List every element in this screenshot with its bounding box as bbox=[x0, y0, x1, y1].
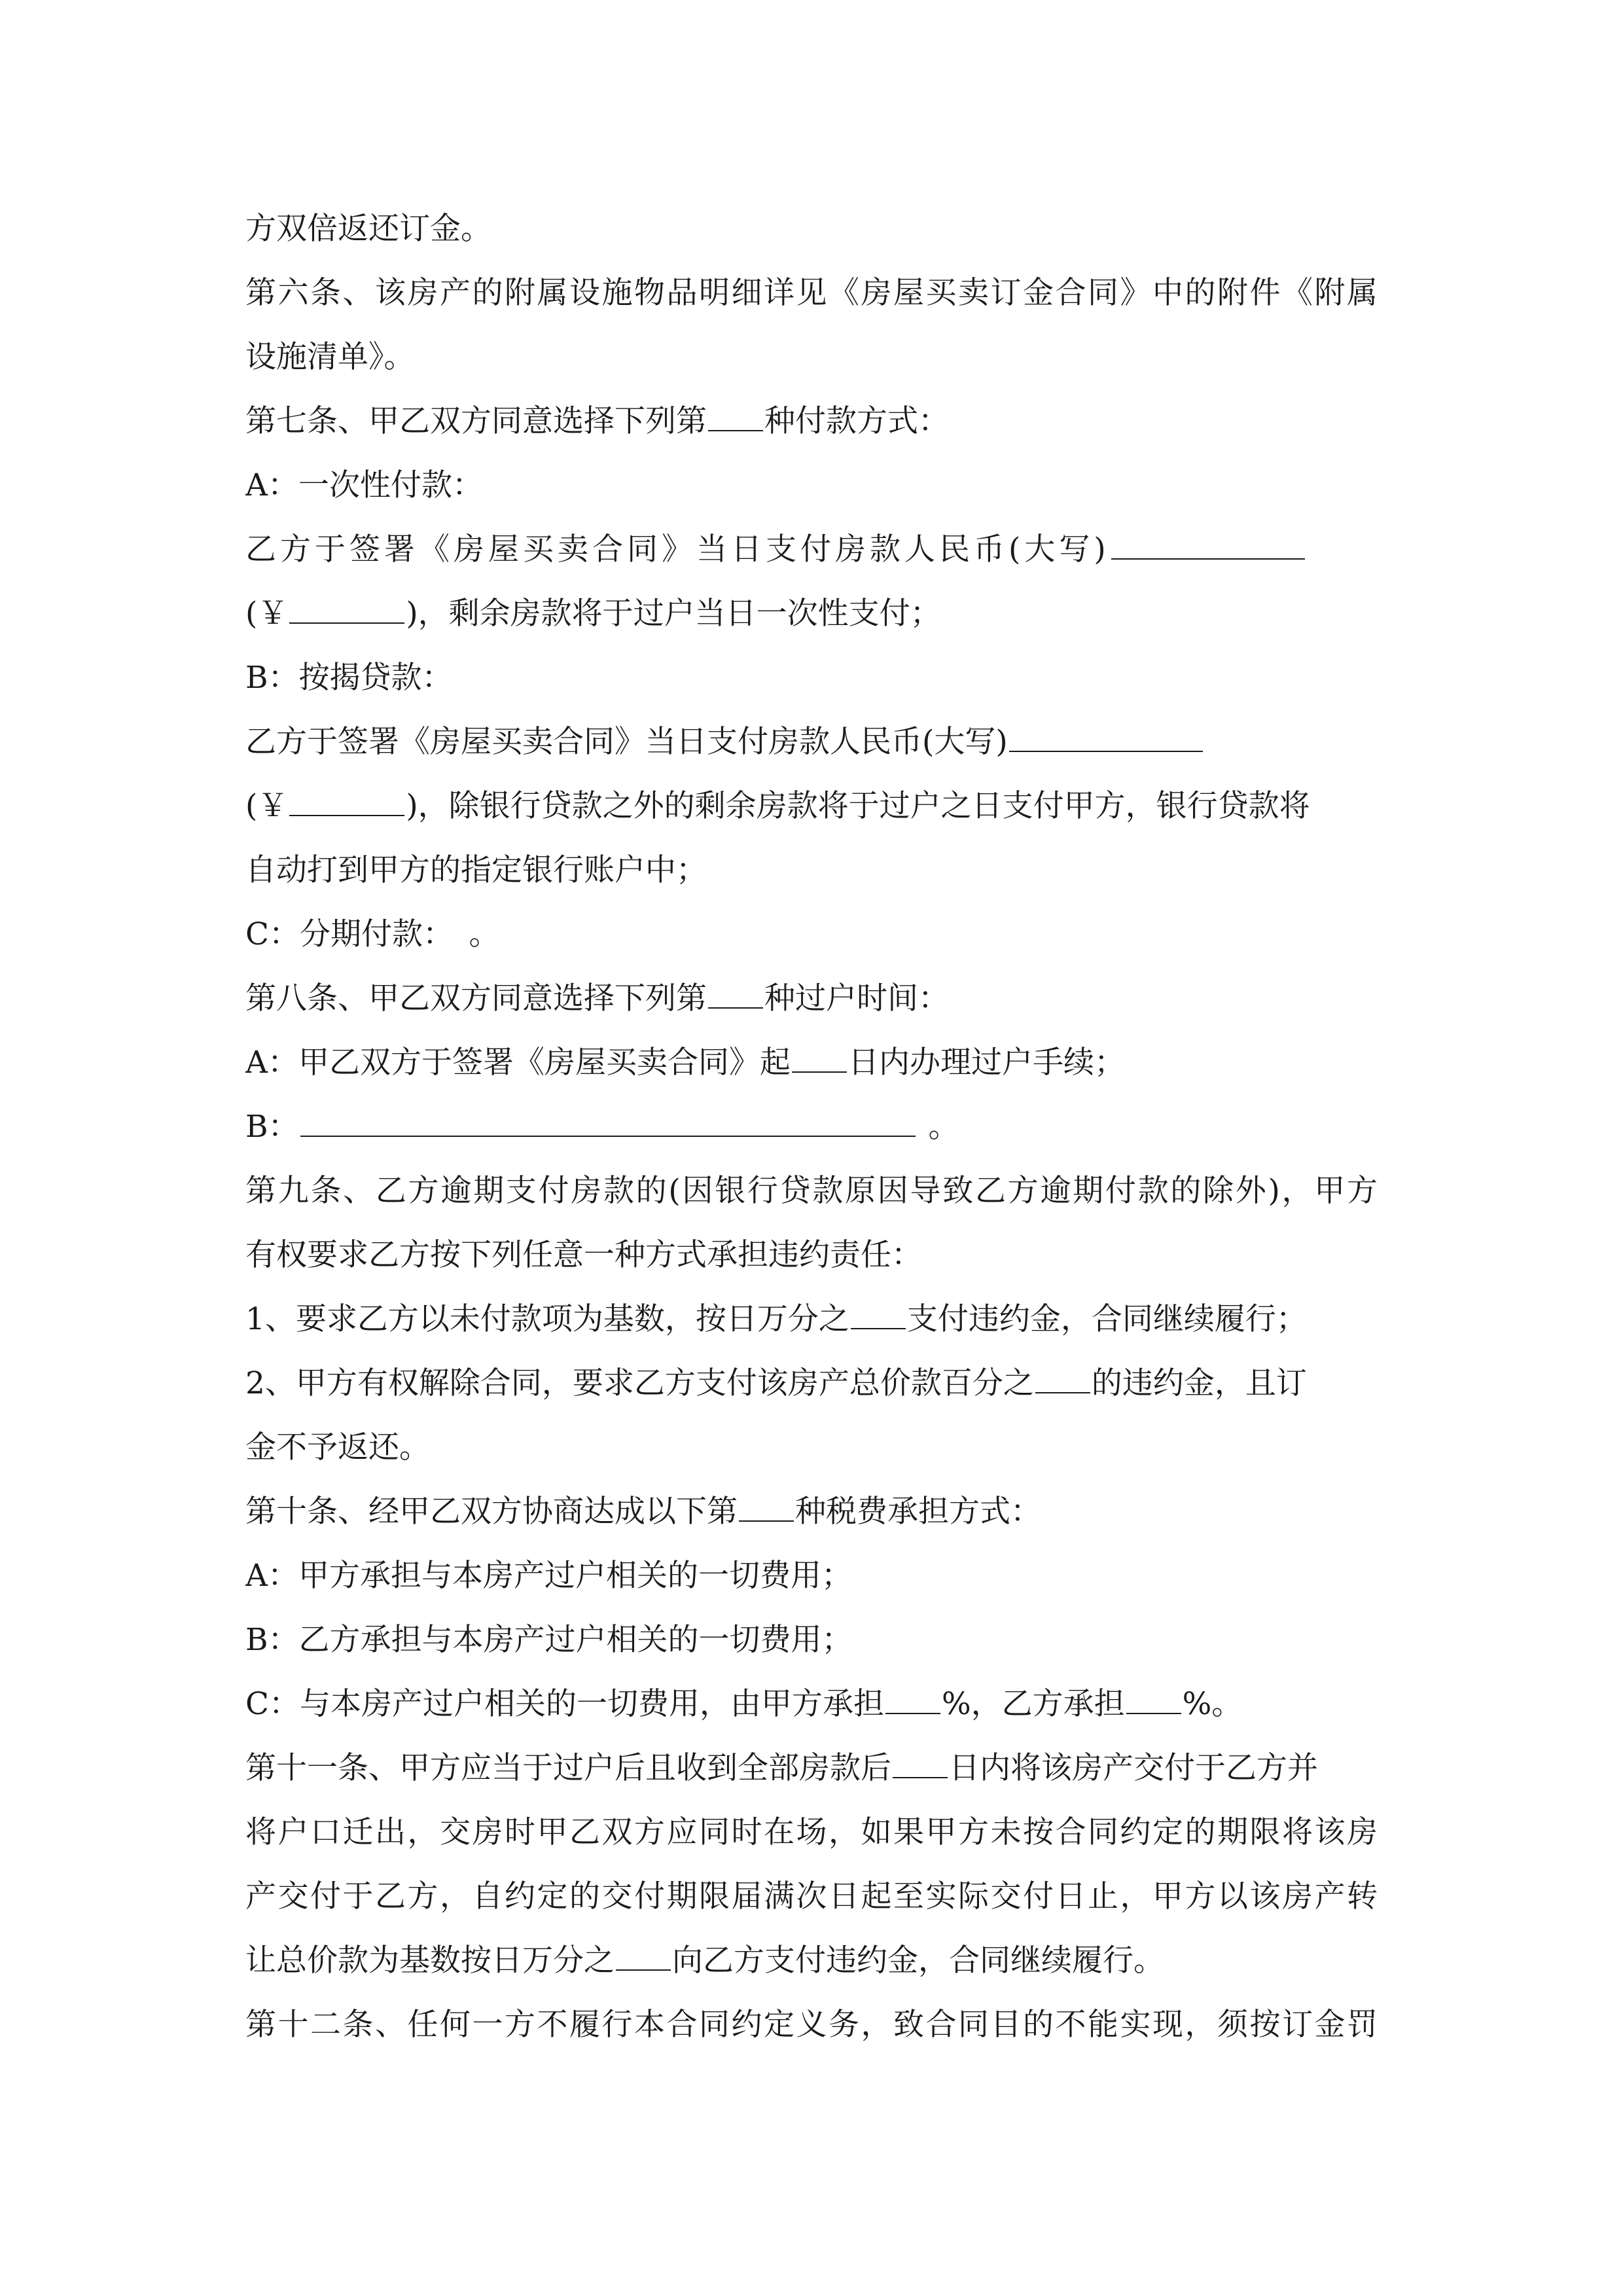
clause-11-line-2 bbox=[245, 1813, 1378, 1852]
option-b-line-3 bbox=[245, 851, 1378, 890]
line-text: 。 bbox=[928, 1109, 959, 1145]
line-text: 自动打到甲方的指定银行账户中； bbox=[245, 852, 707, 888]
fill-blank[interactable] bbox=[739, 1494, 794, 1522]
line-text: 的违约金，且订 bbox=[1091, 1365, 1307, 1401]
line-text: 第八条、甲乙双方同意选择下列第 bbox=[245, 980, 707, 1016]
line-text: 方双倍返还订金。 bbox=[245, 211, 491, 247]
clause-11-line-1 bbox=[245, 1749, 1378, 1788]
clause-10-heading bbox=[245, 1492, 1378, 1532]
fill-blank-long[interactable] bbox=[300, 1109, 916, 1137]
clause-8-heading bbox=[245, 979, 1378, 1018]
line-text: A：甲方承担与本房产过户相关的一切费用； bbox=[245, 1558, 852, 1594]
fill-blank-amount-words[interactable] bbox=[1111, 532, 1305, 560]
line-text: %。 bbox=[1182, 1686, 1243, 1722]
line-text: 有权要求乙方按下列任意一种方式承担违约责任： bbox=[245, 1237, 922, 1273]
option-b-line-1 bbox=[245, 723, 1378, 762]
line-text: 第十条、经甲乙双方协商达成以下第 bbox=[245, 1494, 738, 1530]
line-text: B：按揭贷款： bbox=[245, 660, 453, 696]
fill-blank[interactable] bbox=[616, 1943, 671, 1971]
clause-9-line-2 bbox=[245, 1236, 1378, 1275]
line-text: 产交付于乙方，自约定的交付期限届满次日起至实际交付日止，甲方以该房产转 bbox=[245, 1878, 1378, 1914]
line-text: 乙方于签署《房屋买卖合同》当日支付房款人民币(大写) bbox=[245, 531, 1110, 567]
fill-blank-amount-figures[interactable] bbox=[289, 596, 404, 624]
line-text: )，除银行贷款之外的剩余房款将于过户之日支付甲方，银行贷款将 bbox=[406, 788, 1310, 824]
line-text: )，剩余房款将于过户当日一次性支付； bbox=[406, 596, 941, 632]
line-text: 第十二条、任何一方不履行本合同约定义务，致合同目的不能实现，须按订金罚 bbox=[245, 2007, 1378, 2043]
option-a-line-2 bbox=[245, 594, 1378, 634]
option-b-heading bbox=[245, 658, 1378, 698]
line-text: 2、甲方有权解除合同，要求乙方支付该房产总价款百分之 bbox=[245, 1365, 1034, 1401]
penalty-option-2-cont bbox=[245, 1428, 1378, 1467]
line-text: 将户口迁出，交房时甲乙双方应同时在场，如果甲方未按合同约定的期限将该房 bbox=[245, 1814, 1378, 1850]
tax-option-c bbox=[245, 1685, 1378, 1724]
line-text: 第七条、甲乙双方同意选择下列第 bbox=[245, 403, 707, 439]
fill-blank[interactable] bbox=[893, 1751, 948, 1778]
line-text: (￥ bbox=[245, 788, 289, 824]
fill-blank[interactable] bbox=[1035, 1366, 1090, 1393]
line-text: 乙方于签署《房屋买卖合同》当日支付房款人民币(大写) bbox=[245, 724, 1008, 760]
line-text: A：甲乙双方于签署《房屋买卖合同》起 bbox=[245, 1045, 791, 1081]
line-text: 第六条、该房产的附属设施物品明细详见《房屋买卖订金合同》中的附件《附属 bbox=[245, 275, 1378, 311]
line-text: %，乙方承担 bbox=[941, 1686, 1125, 1722]
line-text: 日内将该房产交付于乙方并 bbox=[949, 1750, 1318, 1786]
tax-option-a bbox=[245, 1556, 1378, 1596]
option-c-heading bbox=[245, 915, 1378, 954]
transfer-option-a bbox=[245, 1043, 1378, 1083]
fill-blank-amount-words[interactable] bbox=[1009, 725, 1203, 752]
option-b-line-2 bbox=[245, 787, 1378, 826]
text-line bbox=[245, 209, 1378, 249]
clause-6-line-2 bbox=[245, 338, 1378, 377]
line-text: 种过户时间： bbox=[764, 980, 949, 1016]
line-text: C：与本房产过户相关的一切费用，由甲方承担 bbox=[245, 1686, 884, 1722]
line-text: B：乙方承担与本房产过户相关的一切费用； bbox=[245, 1622, 853, 1658]
fill-blank[interactable] bbox=[792, 1045, 847, 1073]
penalty-option-2 bbox=[245, 1364, 1378, 1403]
line-text: 1、要求乙方以未付款项为基数，按日万分之 bbox=[245, 1301, 849, 1337]
tax-option-b bbox=[245, 1621, 1378, 1660]
line-text: A：一次性付款： bbox=[245, 467, 483, 503]
clause-6-line-1 bbox=[245, 274, 1378, 313]
fill-blank[interactable] bbox=[851, 1302, 906, 1329]
line-text: 日内办理过户手续； bbox=[847, 1045, 1125, 1081]
line-text: 支付违约金，合同继续履行； bbox=[906, 1301, 1307, 1337]
clause-7-heading bbox=[245, 402, 1378, 441]
line-text: 第九条、乙方逾期支付房款的(因银行贷款原因导致乙方逾期付款的除外)，甲方 bbox=[245, 1173, 1378, 1209]
line-text: 种税费承担方式： bbox=[795, 1494, 1041, 1530]
option-a-heading bbox=[245, 466, 1378, 505]
clause-11-line-4 bbox=[245, 1941, 1378, 1981]
option-a-line-1 bbox=[245, 530, 1378, 569]
fill-blank[interactable] bbox=[708, 404, 763, 431]
line-text: 设施清单》。 bbox=[245, 339, 415, 375]
clause-9-line-1 bbox=[245, 1172, 1378, 1211]
line-text: (￥ bbox=[245, 596, 289, 632]
line-text: 第十一条、甲方应当于过户后且收到全部房款后 bbox=[245, 1750, 891, 1786]
line-text: 种付款方式： bbox=[764, 403, 949, 439]
fill-blank-amount-figures[interactable] bbox=[289, 789, 404, 816]
line-text: 向乙方支付违约金，合同继续履行。 bbox=[672, 1943, 1164, 1979]
fill-blank-percent[interactable] bbox=[1126, 1687, 1181, 1714]
clause-12-line-1 bbox=[245, 2005, 1378, 2045]
fill-blank[interactable] bbox=[708, 981, 763, 1009]
penalty-option-1 bbox=[245, 1300, 1378, 1339]
fill-blank-percent[interactable] bbox=[885, 1687, 940, 1714]
line-text: 让总价款为基数按日万分之 bbox=[245, 1943, 615, 1979]
line-text: B： bbox=[245, 1109, 299, 1145]
line-text: 金不予返还。 bbox=[245, 1429, 430, 1465]
transfer-option-b bbox=[245, 1107, 1378, 1147]
clause-11-line-3 bbox=[245, 1877, 1378, 1916]
line-text: C：分期付款： 。 bbox=[245, 916, 500, 952]
